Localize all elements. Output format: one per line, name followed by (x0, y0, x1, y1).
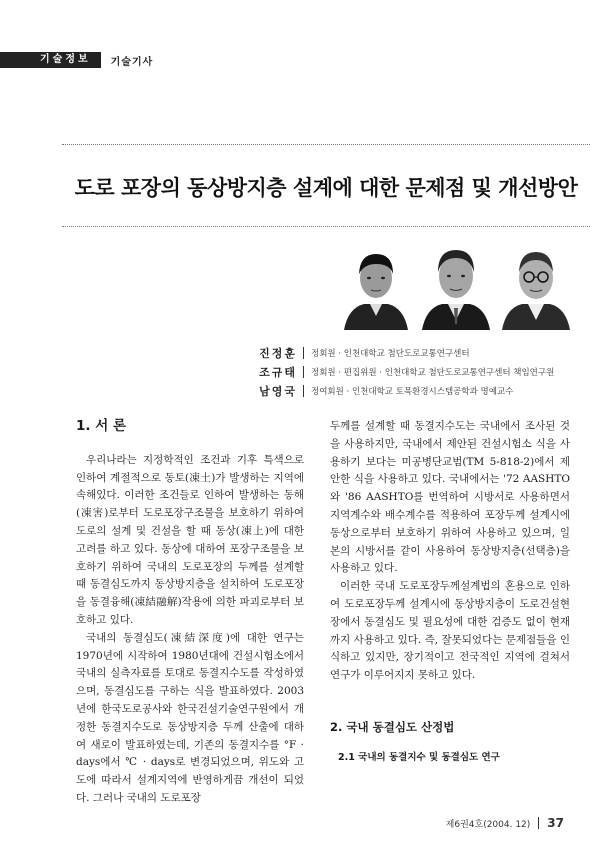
subsection-heading: 2.1 국내의 동결지수 및 동결심도 연구 (338, 751, 500, 763)
author-photo-3 (500, 236, 572, 330)
body-paragraph: 우리나라는 지정학적인 조건과 기후 특색으로 인하여 계절적으로 동토(凍土)가 발생하는 지역에 속해있다. 이러한 조건들로 인하여 발생하는 동해(凍害)로부터 도로포장구조물을 보호하기 위하여 도로의 설계 및 건설을 할 때 동상(凍上)에 대한 고려를 하고 있다. 동상에 대하여 포장구조물을 보호하기 위하여 국내의 도로포장의 두께를 설계할 때 동결심도까지 동상방지층을 설치하여 도로포장을 동결융해(凍結融解)작용에 의한 파괴로부터 보호하고 있다. (76, 453, 304, 626)
left-column (76, 418, 304, 808)
section-heading-frost-depth: 2. 국내 동결심도 산정법 (330, 719, 455, 734)
author-row (250, 362, 554, 381)
page-number: 37 (547, 816, 564, 830)
body-paragraph: 국내의 동결심도(凍結深度)에 대한 연구는 1970년에 시작하여 1980년대에 건설시험소에서 국내의 실측자료를 토대로 동결지수도를 작성하였으며, 동결심도를 구하는 식을 발표하였다. 2003년에 한국도로공사와 한국건설기술연구원에서 개정한 동결지수도로 동상방지층 두께 산출에 대하여 새로이 발표하였는데, 기존의 동결지수를 °F · days에서 ℃ · days로 변경되었으며, 위도와 고도에 따라서 설계지역에 반영하게끔 개선이 되었다. 그러나 국내의 도로포장 (76, 631, 304, 804)
author-name: 남영국 (259, 384, 297, 398)
author-separator (303, 385, 304, 397)
author-name: 조규태 (259, 365, 297, 379)
author-separator (303, 347, 304, 359)
section-subtitle: 기술기사 (110, 56, 154, 68)
body-paragraph-continued: 두께를 설계할 때 동결지수도는 국내에서 조사된 것을 사용하지만, 국내에서 제안된 건설시험소 식을 사용하기 보다는 미공병단교범(TM 5-818-2)에서 제안한 식을 사용하고 있다. 국내에서는 '72 AASHTO와 '86 AASHTO를 번역하여 시방서로 사용하면서 지역계수와 배수계수를 적용하여 포장두께 설계시에 동상으로부터 보호하기 위하여 사용하고 있으며, 일본의 시방서를 같이 사용하여 동상방지층(선택층)을 사용하고 있다. (330, 420, 570, 575)
bottom-divider (62, 226, 590, 227)
issue-label: 제6권4호(2004. 12) (445, 819, 531, 830)
page-footer (446, 816, 564, 830)
author-photo-2 (420, 236, 492, 330)
article-title: 도로 포장의 동상방지층 설계에 대한 문제점 및 개선방안 (74, 176, 578, 200)
author-affiliation: 정여회원 · 인천대학교 토목환경시스템공학과 명예교수 (311, 386, 514, 397)
author-name: 진정훈 (259, 346, 297, 360)
author-list (250, 343, 554, 400)
author-photo-1 (340, 236, 412, 330)
section-tag: 기술정보 (0, 52, 101, 68)
author-row (250, 381, 554, 400)
body-paragraph: 이러한 국내 도로포장두께설계법의 혼용으로 인하여 도로포장두께 설계시에 동상방지층이 도로건설현장에서 동결심도 및 필요성에 대한 검증도 없이 현재까지 사용하고 있다. 즉, 잘못되었다는 문제점들을 인식하고 있지만, 장기적이고 전국적인 지역에 걸쳐서 연구가 이루어지지 못하고 있다. (330, 580, 570, 682)
author-photos (340, 236, 572, 330)
author-affiliation: 정회원 · 편집위원 · 인천대학교 첨단도로교통연구센터 책임연구원 (311, 367, 555, 378)
section-header (0, 52, 153, 68)
section-heading-intro: 1. 서 론 (76, 418, 127, 434)
author-affiliation: 정회원 · 인천대학교 첨단도로교통연구센터 (311, 348, 470, 359)
footer-separator (538, 817, 539, 829)
author-row (250, 343, 554, 362)
author-separator (303, 366, 304, 378)
top-divider (62, 144, 590, 145)
right-column (330, 418, 570, 767)
